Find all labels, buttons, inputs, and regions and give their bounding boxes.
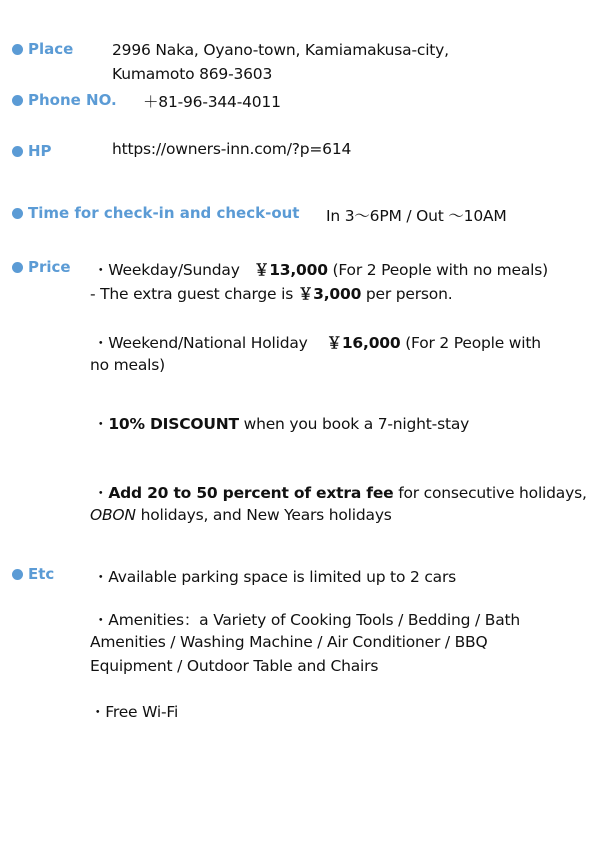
weekday-label: ・Weekday/Sunday: [93, 261, 240, 279]
time-label: [12, 204, 299, 222]
time-value: In 3〜6PM / Out 〜10AM: [326, 207, 507, 225]
bullet-dot-icon: [12, 208, 23, 219]
extra-guest-amount: ￥3,000: [297, 285, 362, 303]
etc-amenities-line-3: Equipment / Outdoor Table and Chairs: [90, 657, 379, 675]
place-label-text: Place: [28, 40, 74, 58]
discount-bold: 10% DISCOUNT: [108, 415, 239, 433]
phone-value[interactable]: ＋81-96-344-4011: [143, 93, 281, 111]
price-weekend-note-2: no meals): [90, 356, 165, 374]
bullet-dot-icon: [12, 146, 23, 157]
extra-fee-bullet: ・: [93, 484, 109, 502]
etc-parking: ・Available parking space is limited up to 2 cars: [93, 568, 457, 586]
price-weekday: [93, 258, 548, 280]
place-label: [12, 40, 73, 58]
extra-fee-bold: Add 20 to 50 percent of extra fee: [108, 484, 394, 502]
discount-bullet: ・: [93, 415, 109, 433]
hp-label: [12, 142, 52, 160]
etc-label-text: Etc: [28, 565, 55, 583]
weekend-label: ・Weekend/National Holiday: [93, 334, 308, 352]
price-extra-fee: [93, 481, 587, 503]
price-weekend: [93, 331, 541, 353]
place-line-2: Kumamoto 869-3603: [112, 65, 273, 83]
bullet-dot-icon: [12, 95, 23, 106]
weekend-note: (For 2 People with: [405, 334, 541, 352]
hp-label-text: HP: [28, 142, 52, 160]
bullet-dot-icon: [12, 262, 23, 273]
time-label-text: Time for check-in and check-out: [28, 204, 300, 222]
etc-wifi: ・Free Wi-Fi: [90, 703, 179, 721]
weekday-note: (For 2 People with no meals): [332, 261, 548, 279]
place-line-1: 2996 Naka, Oyano-town, Kamiamakusa-city,: [112, 41, 449, 59]
bullet-dot-icon: [12, 569, 23, 580]
obon-italic: OBON: [90, 506, 136, 524]
extra-guest-prefix: - The extra guest charge is: [90, 285, 294, 303]
bullet-dot-icon: [12, 44, 23, 55]
price-label: [12, 258, 71, 276]
hp-link[interactable]: https://owners-inn.com/?p=614: [112, 140, 352, 158]
weekday-amount: ￥13,000: [253, 261, 328, 279]
price-extra-guest: [90, 282, 452, 304]
price-discount: [93, 412, 469, 434]
extra-fee-rest-2: holidays, and New Years holidays: [140, 506, 392, 524]
weekend-amount: ￥16,000: [326, 334, 401, 352]
etc-amenities-line-1: ・Amenities：a Variety of Cooking Tools / Bedding / Bath: [93, 611, 520, 629]
etc-amenities-line-2: Amenities / Washing Machine / Air Conditioner / BBQ: [90, 633, 488, 651]
price-label-text: Price: [28, 258, 71, 276]
phone-label-text: Phone NO.: [28, 91, 117, 109]
discount-rest: when you book a 7-night-stay: [243, 415, 470, 433]
etc-label: [12, 565, 54, 583]
extra-guest-suffix: per person.: [365, 285, 453, 303]
phone-label: [12, 91, 117, 109]
extra-fee-rest: for consecutive holidays,: [398, 484, 587, 502]
price-extra-fee-line-2: [90, 506, 392, 524]
